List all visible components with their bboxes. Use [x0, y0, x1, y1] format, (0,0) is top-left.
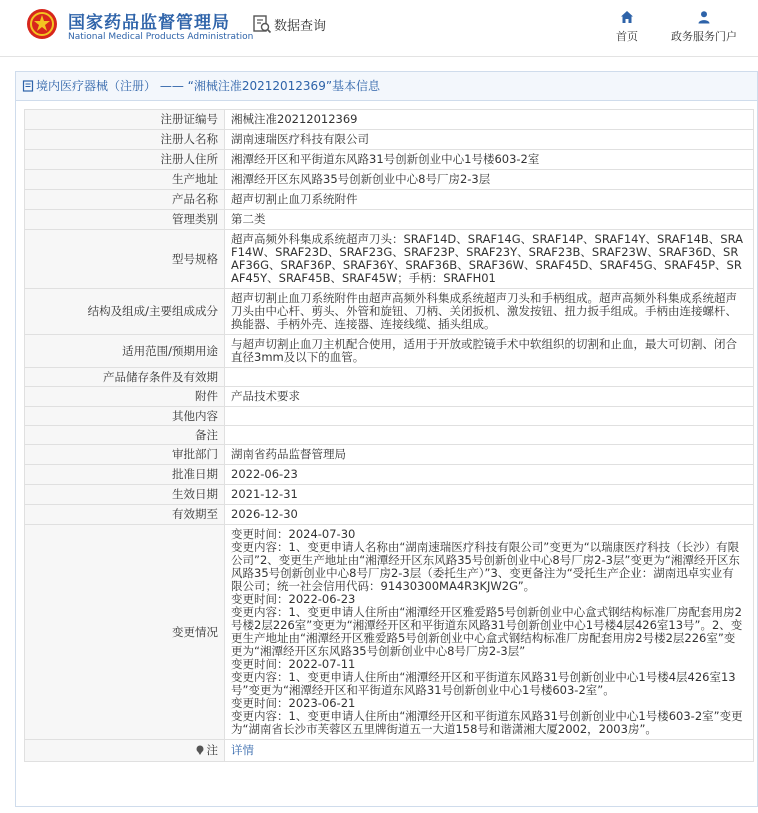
- details-link[interactable]: 详情: [231, 743, 254, 757]
- nav-gov-label: 政务服务门户: [671, 30, 737, 43]
- row-label: 附件: [25, 387, 225, 407]
- row-value: 超声高频外科集成系统超声刀头：SRAF14D、SRAF14G、SRAF14P、SRAF14Y、SRAF14B、SRAF14W、SRAF23D、SRAF23G、SRAF23P、SRAF23Y、SRAF23B、SRAF23W、SRAF36D、SRAF36G、SRAF36P、SRAF36Y、SRAF36B、SRAF36W、SRAF45D、SRAF45G、SRAF45P、SRAF45Y、SRAF45B、SRAF45W；手柄：SRAFH01: [225, 230, 754, 289]
- change-time: 变更时间：2023-06-21: [231, 696, 356, 710]
- table-row: [25, 387, 754, 407]
- table-row: [25, 289, 754, 335]
- row-value: 2021-12-31: [225, 485, 754, 505]
- table-row: [25, 130, 754, 150]
- table-row: [25, 525, 754, 740]
- table-row: [25, 210, 754, 230]
- document-icon: [22, 80, 34, 92]
- site-title[interactable]: 国家药品监督管理局: [68, 13, 230, 33]
- row-label: 适用范围/预期用途: [25, 335, 225, 368]
- row-label: 生产地址: [25, 170, 225, 190]
- change-content: 变更内容：1、变更申请人住所由“湘潭经开区和平街道东风路31号创新创业中心1号楼603-2室”变更为“湖南省长沙市芙蓉区五里牌街道五一大道158号和谐潇湘大厦2002，2003房”。: [231, 709, 743, 736]
- row-label: 批准日期: [25, 465, 225, 485]
- row-value: 第二类: [225, 210, 754, 230]
- site-subtitle: National Medical Products Administration: [68, 32, 254, 42]
- row-label: 结构及组成/主要组成成分: [25, 289, 225, 335]
- row-label: 注册证编号: [25, 110, 225, 130]
- change-content: 变更内容：1、变更申请人住所由“湘潭经开区和平街道东风路31号创新创业中心1号楼4层426室13号”变更为“湘潭经开区和平街道东风路31号创新创业中心1号楼603-2室”。: [231, 670, 736, 697]
- row-label: 备注: [25, 426, 225, 445]
- map-pin-icon: [195, 745, 205, 755]
- change-content: 变更内容：1、变更申请人名称由“湖南速瑞医疗科技有限公司”变更为“以瑞康医疗科技（长沙）有限公司”2、变更生产地址由“湘潭经开区东风路35号创新创业中心8号厂房2-3层”变更为“湘潭经开区东风路35号创新创业中心8号厂房2-3层（委托生产）”3、变更备注为“受托生产企业：湖南迅卓实业有限公司；统一社会信用代码：91430300MA4R3KJW2G”。: [231, 540, 740, 593]
- table-row: [25, 170, 754, 190]
- row-value: [225, 426, 754, 445]
- table-row: [25, 445, 754, 465]
- row-value: 超声切割止血刀系统附件: [225, 190, 754, 210]
- table-row: [25, 407, 754, 426]
- row-value: 湘潭经开区东风路35号创新创业中心8号厂房2-3层: [225, 170, 754, 190]
- change-time: 变更时间：2022-07-11: [231, 657, 356, 671]
- row-value: 与超声切割止血刀主机配合使用，适用于开放或腔镜手术中软组织的切割和止血，最大可切割、闭合直径3mm及以下的血管。: [225, 335, 754, 368]
- row-label: 产品储存条件及有效期: [25, 368, 225, 387]
- row-value: 湘械注准20212012369: [225, 110, 754, 130]
- change-time: 变更时间：2022-06-23: [231, 592, 356, 606]
- row-label: 注册人住所: [25, 150, 225, 170]
- note-value: [225, 740, 754, 762]
- table-row: [25, 335, 754, 368]
- nav-gov-service[interactable]: [664, 10, 744, 44]
- table-row: [25, 465, 754, 485]
- table-row: [25, 150, 754, 170]
- site-header: [0, 0, 758, 57]
- row-label: 审批部门: [25, 445, 225, 465]
- row-value: 湘潭经开区和平街道东风路31号创新创业中心1号楼603-2室: [225, 150, 754, 170]
- panel-title: [16, 72, 757, 101]
- change-time: 变更时间：2024-07-30: [231, 527, 356, 541]
- row-label: 注册人名称: [25, 130, 225, 150]
- row-value: [225, 368, 754, 387]
- detail-panel: [15, 71, 758, 807]
- home-icon: [620, 10, 634, 24]
- row-label: 其他内容: [25, 407, 225, 426]
- row-label: 型号规格: [25, 230, 225, 289]
- note-label: [25, 740, 225, 762]
- data-query-label[interactable]: 数据查询: [274, 19, 327, 34]
- table-row: [25, 740, 754, 762]
- row-value: [225, 407, 754, 426]
- change-history: [225, 525, 754, 740]
- nav-home[interactable]: [612, 10, 642, 44]
- panel-title-text: 境内医疗器械（注册） —— “湘械注准20212012369”基本信息: [36, 79, 381, 93]
- table-row: [25, 190, 754, 210]
- row-value: 湖南速瑞医疗科技有限公司: [225, 130, 754, 150]
- national-emblem-icon: [26, 8, 58, 40]
- row-value: 2022-06-23: [225, 465, 754, 485]
- table-row: [25, 230, 754, 289]
- row-value: 产品技术要求: [225, 387, 754, 407]
- row-label: 变更情况: [25, 525, 225, 740]
- user-icon: [697, 10, 711, 24]
- row-value: 2026-12-30: [225, 505, 754, 525]
- note-label-text: 注: [206, 743, 218, 757]
- info-table: [24, 109, 754, 762]
- row-label: 有效期至: [25, 505, 225, 525]
- nav-home-label: 首页: [616, 30, 638, 43]
- table-row: [25, 368, 754, 387]
- table-row: [25, 505, 754, 525]
- change-content: 变更内容：1、变更申请人住所由“湘潭经开区雅爱路5号创新创业中心盒式钢结构标准厂房配套用房2号楼2层226室”变更为“湘潭经开区和平街道东风路31号创新创业中心1号楼4层426室13号”。2、变更生产地址由“湘潭经开区雅爱路5号创新创业中心盒式钢结构标准厂房配套用房2号楼2层226室”变更为“湘潭经开区东风路35号创新创业中心8号厂房2-3层”: [231, 605, 743, 658]
- table-row: [25, 426, 754, 445]
- row-label: 产品名称: [25, 190, 225, 210]
- row-label: 生效日期: [25, 485, 225, 505]
- row-value: 超声切割止血刀系统附件由超声高频外科集成系统超声刀头和手柄组成。超声高频外科集成系统超声刀头由中心杆、剪头、外管和旋钮、刀柄、关闭扳机、激发按钮、扭力扳手组成。手柄由连接螺杆、换能器、手柄外壳、连接器、连接线缆、插头组成。: [225, 289, 754, 335]
- row-value: 湖南省药品监督管理局: [225, 445, 754, 465]
- table-row: [25, 110, 754, 130]
- row-label: 管理类别: [25, 210, 225, 230]
- data-query-icon: [252, 14, 272, 34]
- table-row: [25, 485, 754, 505]
